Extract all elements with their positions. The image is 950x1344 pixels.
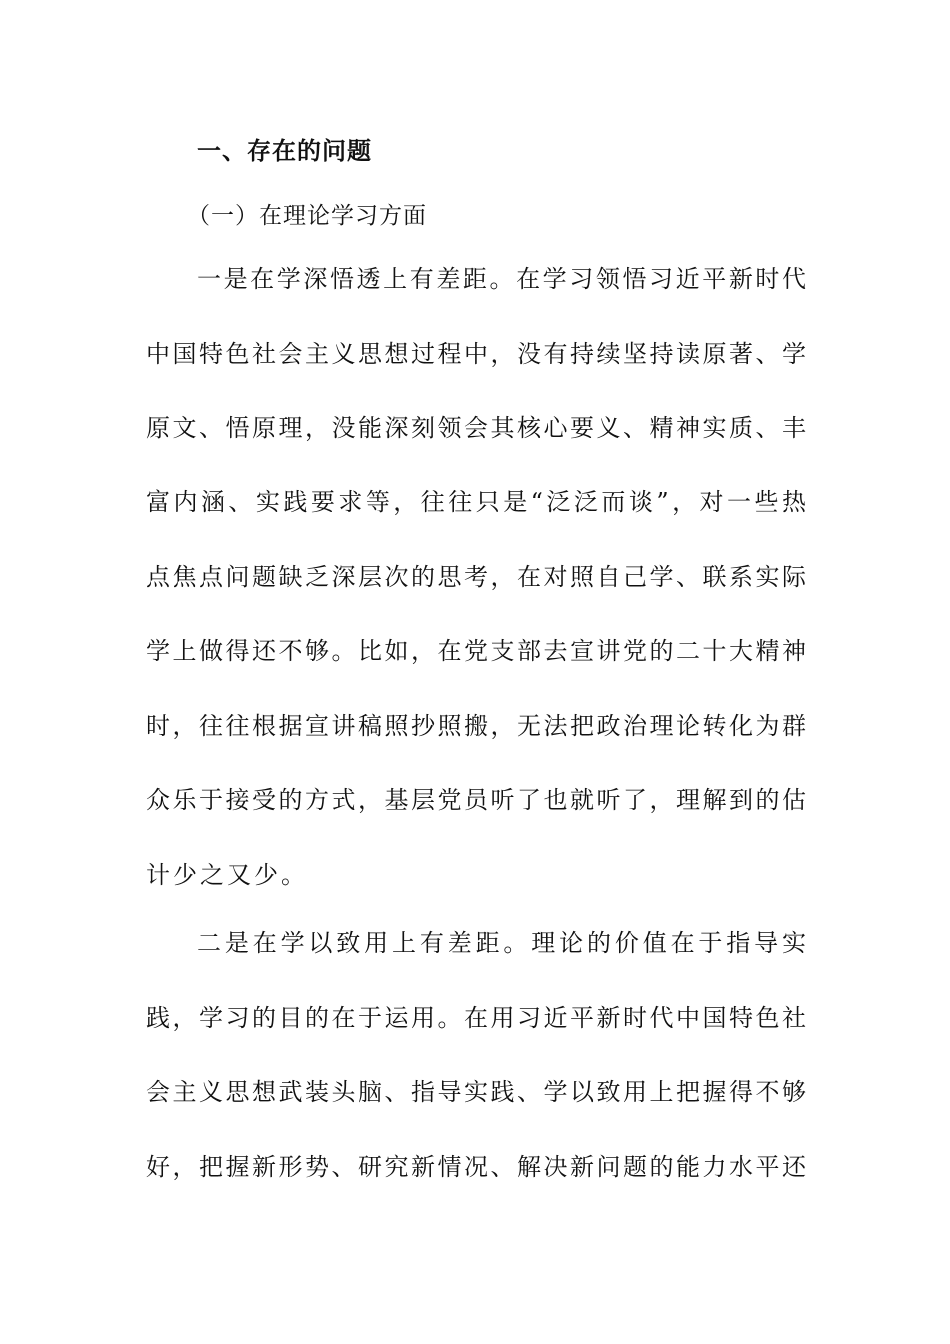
paragraph-1-line-4: 富内涵、实践要求等，往往只是“泛泛而谈”，对一些热 xyxy=(146,488,806,516)
paragraph-1-line-1: 一是在学深悟透上有差距。在学习领悟习近平新时代 xyxy=(197,265,806,293)
paragraph-2-line-4: 好，把握新形势、研究新情况、解决新问题的能力水平还 xyxy=(146,1153,806,1181)
paragraph-1-line-2: 中国特色社会主义思想过程中，没有持续坚持读原著、学 xyxy=(146,340,806,368)
paragraph-1-line-5: 点焦点问题缺乏深层次的思考，在对照自己学、联系实际 xyxy=(146,563,806,591)
section-heading: 一、存在的问题 xyxy=(197,136,372,165)
paragraph-2-line-1: 二是在学以致用上有差距。理论的价值在于指导实 xyxy=(197,929,806,957)
paragraph-2-line-2: 践，学习的目的在于运用。在用习近平新时代中国特色社 xyxy=(146,1004,806,1032)
paragraph-1-line-9: 计少之又少。 xyxy=(146,861,308,889)
subsection-heading: （一）在理论学习方面 xyxy=(187,203,427,229)
paragraph-1-line-3: 原文、悟原理，没能深刻领会其核心要义、精神实质、丰 xyxy=(146,414,806,442)
paragraph-1-line-6: 学上做得还不够。比如，在党支部去宣讲党的二十大精神 xyxy=(146,637,806,665)
paragraph-1-line-8: 众乐于接受的方式，基层党员听了也就听了，理解到的估 xyxy=(146,786,806,814)
paragraph-1-line-7: 时，往往根据宣讲稿照抄照搬，无法把政治理论转化为群 xyxy=(146,712,806,740)
paragraph-2-line-3: 会主义思想武装头脑、指导实践、学以致用上把握得不够 xyxy=(146,1078,806,1106)
